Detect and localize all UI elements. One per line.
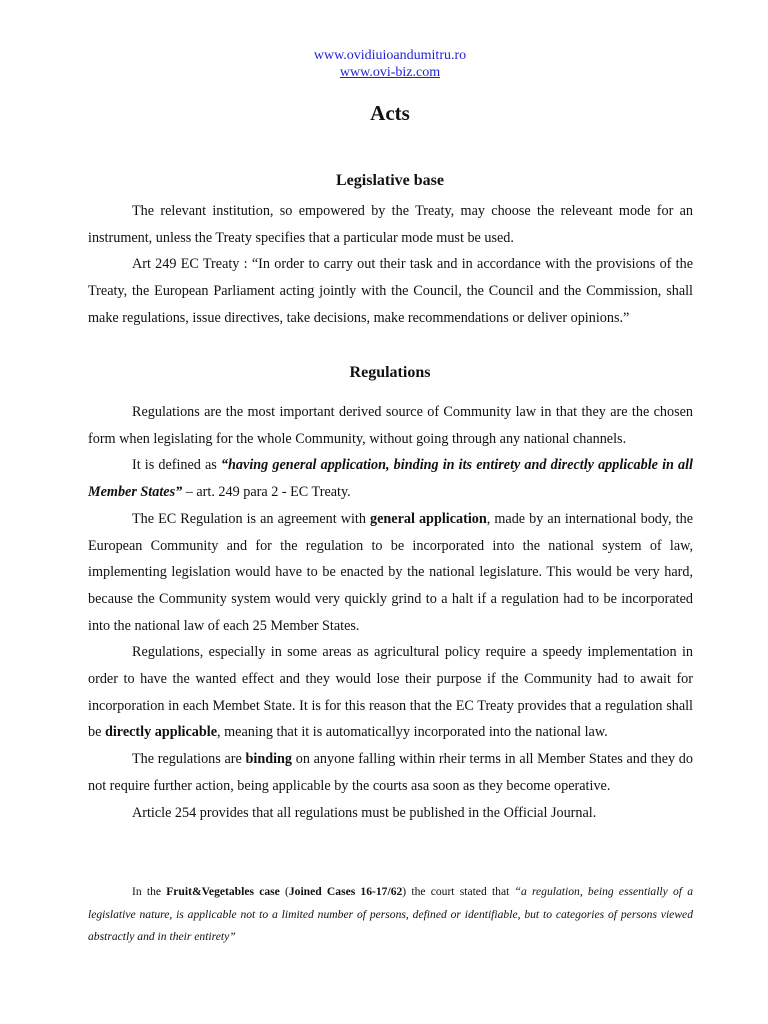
text: Regulations, especially in some areas as agricultural policy require a speedy implementation in order to have the wanted effect and they would lose their purpose if the Community had to await for incorporation in each Membet State. It is for this reason that the EC Treaty provides that a regulation shall be [88, 644, 693, 741]
text: The regulations are [132, 751, 246, 768]
paragraph [88, 452, 693, 505]
header-links [0, 47, 768, 81]
paragraph: Art 249 EC Treaty : “In order to carry out their task and in accordance with the provisions of the Treaty, the European Parliament acting jointly with the Council, the Council and the Commission, shall make regulations, issue directives, take decisions, make recommendations or deliver opinions.” [88, 256, 693, 326]
paragraph: The relevant institution, so empowered by the Treaty, may choose the releveant mode for an instrument, unless the Treaty specifies that a particular mode must be used. [88, 203, 693, 246]
website-link-ovi-biz[interactable]: www.ovi-biz.com [339, 65, 441, 80]
website-link-ovidiuioandumitru[interactable]: www.ovidiuioandumitru.ro [313, 48, 467, 63]
paragraph: Article 254 provides that all regulations must be published in the Official Journal. [132, 804, 597, 821]
case-note [88, 881, 693, 949]
bold-term: binding [245, 751, 293, 768]
text: , made by an international body, the European Community and for the regulation to be incorporated into the national system of law, implementing legislation would have to be enacted by the national legislature. This would be very hard, because the Community system would very quickly grind to a halt if a regulation had to be incorporated into the national law of each 25 Member States. [88, 510, 693, 634]
paragraph [88, 639, 693, 746]
text: , meaning that it is automaticallyy incorporated into the national law. [217, 724, 608, 741]
regulations-section [88, 399, 693, 826]
case-number: Joined Cases 16-17/62 [288, 885, 403, 898]
text: The EC Regulation is an agreement with [132, 510, 370, 527]
text: on anyone falling within rheir terms in all Member States and they do not require further action, being applicable by the courts asa soon as they become operative. [88, 751, 693, 794]
bold-term: general application [370, 510, 487, 527]
definition-quote: “having general application, binding in its entirety and directly applicable in all Member States” [88, 457, 693, 501]
paragraph [88, 506, 693, 640]
heading-legislative-base: Legislative base [336, 172, 444, 189]
paragraph [88, 746, 693, 799]
text: ( [279, 885, 289, 898]
legislative-base-section [88, 198, 693, 332]
court-quote: “a regulation, being essentially of a legislative nature, is applicable not to a limited number of persons, defined or identifiable, but to categories of persons viewed abstractly and in their entirety” [88, 885, 693, 943]
case-name: Fruit&Vegetables case [166, 885, 280, 898]
paragraph: Regulations are the most important derived source of Community law in that they are the chosen form when legislating for the whole Community, without going through any national channels. [88, 404, 693, 447]
page-title: Acts [370, 101, 410, 125]
text: – art. 249 para 2 - EC Treaty. [182, 484, 351, 501]
paragraph [88, 881, 693, 949]
text: It is defined as [132, 457, 221, 474]
heading-regulations: Regulations [349, 364, 431, 381]
text: In the [132, 885, 167, 898]
text: ) the court stated that [402, 885, 515, 898]
bold-term: directly applicable [104, 724, 218, 741]
